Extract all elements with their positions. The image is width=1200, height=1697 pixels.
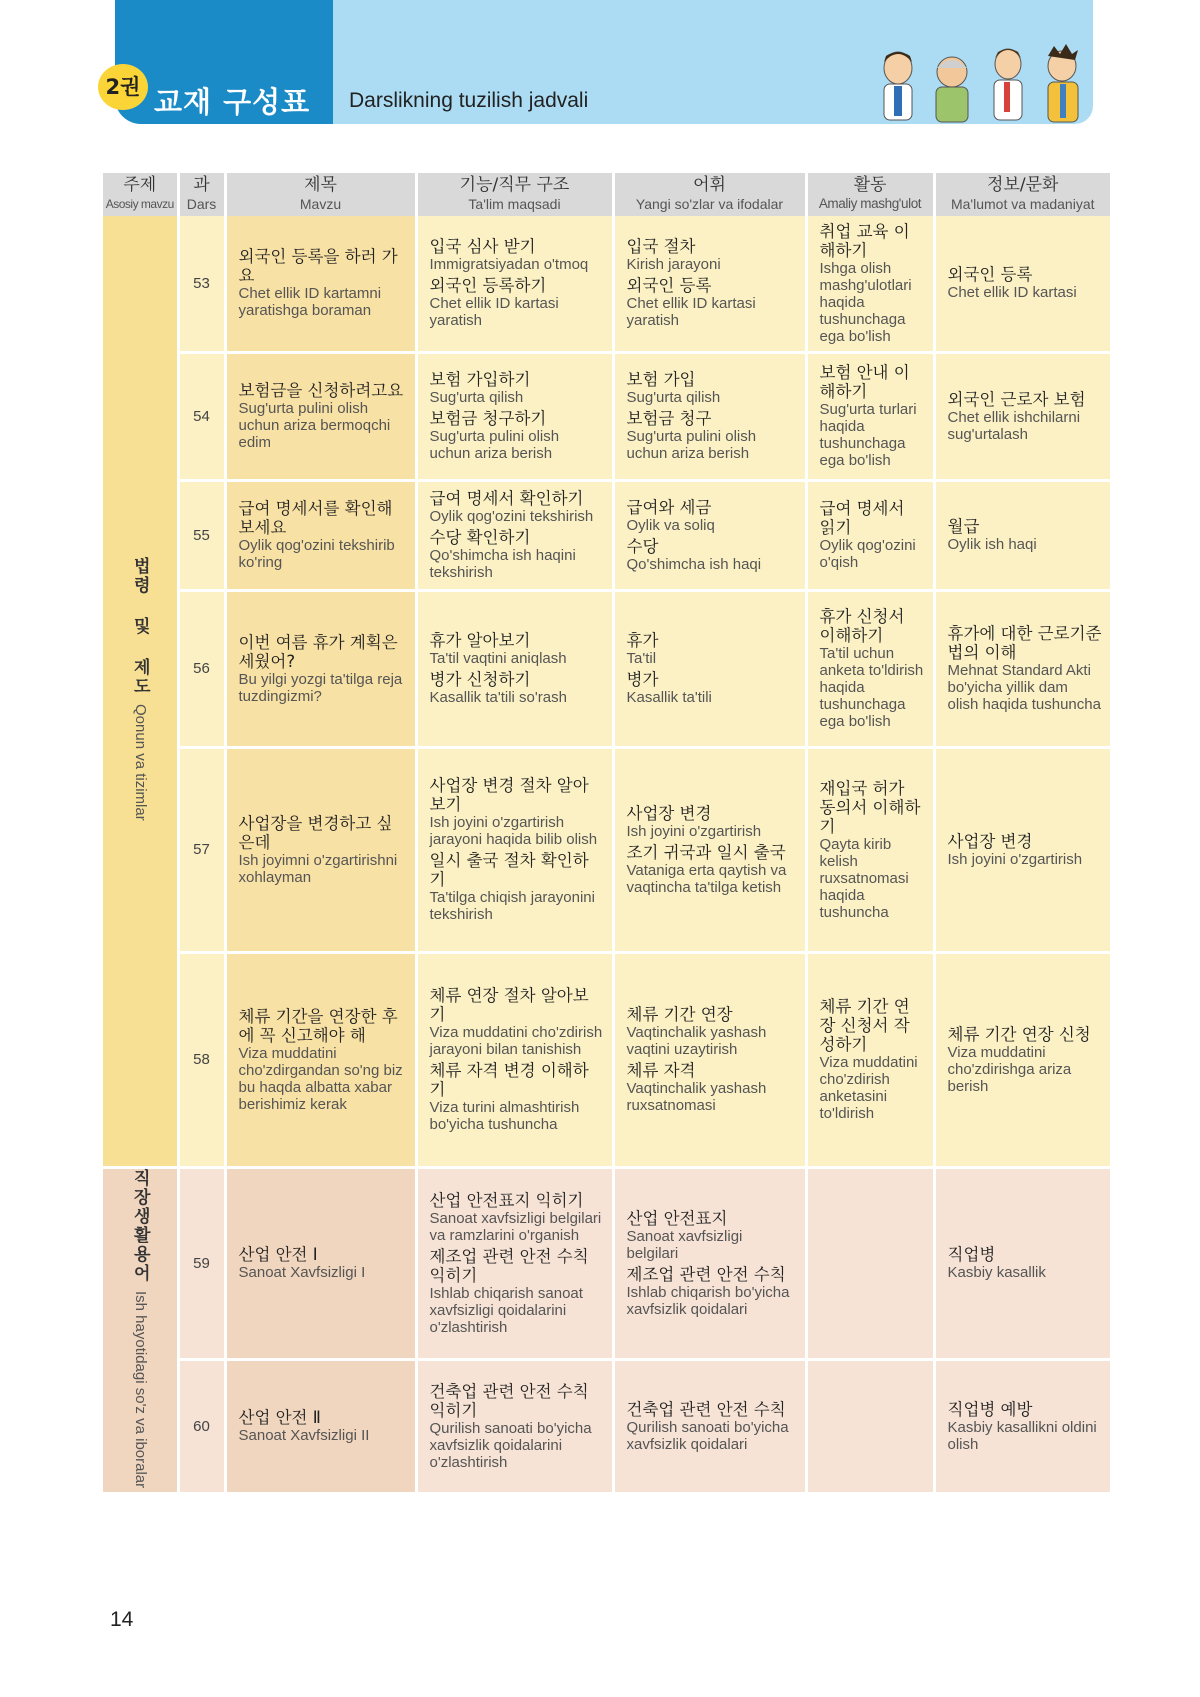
- cell-info: [934, 1167, 1110, 1359]
- info-ko: 외국인 근로자 보험: [947, 389, 1086, 409]
- function-ko: 산업 안전표지 익히기: [429, 1190, 584, 1210]
- cell-info: [934, 216, 1110, 352]
- function-ko: 휴가 알아보기: [429, 631, 531, 650]
- cell-activity: [806, 480, 934, 590]
- vocabulary-uz: Vaqtinchalik yashash vaqtini uzaytirish: [626, 1024, 767, 1058]
- category-label-ko: 법령 및 제도: [129, 556, 150, 696]
- function-uz: Sug'urta qilish: [429, 389, 524, 406]
- cell-vocabulary: [613, 1359, 806, 1493]
- vocabulary-ko: 건축업 관련 안전 수칙: [626, 1399, 786, 1419]
- function-ko: 체류 자격 변경 이해하기: [429, 1061, 589, 1099]
- vocabulary-ko: 수당: [626, 536, 659, 556]
- vocabulary-uz: Kasallik ta'tili: [626, 689, 712, 706]
- character-4: [1048, 44, 1078, 122]
- info-uz: Chet ellik ID kartasi: [947, 284, 1077, 302]
- vocabulary-uz: Sug'urta qilish: [626, 389, 721, 406]
- category-label-uz: Qonun va tizimlar: [131, 703, 149, 821]
- character-1: [884, 52, 912, 120]
- lesson-number: 54: [178, 352, 225, 480]
- title-uz: Sanoat Xavfsizligi I: [238, 1264, 366, 1282]
- cell-activity: [806, 352, 934, 480]
- function-ko: 체류 연장 절차 알아보기: [429, 986, 589, 1024]
- lesson-number: 58: [178, 952, 225, 1167]
- function-uz: Ish joyini o'zgartirish jarayoni haqida bilib olish: [429, 814, 598, 848]
- info-uz: Viza muddatini cho'zdirishga ariza berish: [947, 1043, 1072, 1095]
- vocabulary-uz: Chet ellik ID kartasi yaratish: [626, 295, 756, 330]
- info-uz: Kasbiy kasallikni oldini olish: [947, 1418, 1097, 1453]
- cell-title: [225, 952, 416, 1167]
- function-uz: Sug'urta pulini olish uchun ariza berish: [429, 428, 560, 462]
- title-ko: 체류 기간을 연장한 후에 꼭 신고해야 해: [238, 1006, 398, 1045]
- cell-activity: [806, 1359, 934, 1493]
- info-ko: 사업장 변경: [947, 831, 1033, 851]
- cell-title: [225, 1167, 416, 1359]
- character-2: [936, 57, 968, 122]
- info-ko: 외국인 등록: [947, 265, 1033, 285]
- category-label-ko: 직장생활용어: [129, 1168, 150, 1283]
- vocabulary-uz: Qurilish sanoati bo'yicha xavfsizlik qoidalari: [626, 1418, 789, 1453]
- vocabulary-ko: 보험금 청구: [626, 409, 712, 428]
- function-uz: Viza muddatini cho'zdirish jarayoni bilan tanishish: [429, 1024, 603, 1058]
- function-ko: 제조업 관련 안전 수칙 익히기: [429, 1246, 589, 1285]
- cell-info: [934, 1359, 1110, 1493]
- cell-function: [416, 352, 613, 480]
- page-number: 14: [110, 1608, 134, 1631]
- cell-vocabulary: [613, 952, 806, 1167]
- table-row: [103, 216, 1110, 352]
- title-uz: Oylik qog'ozini tekshirib ko'ring: [238, 537, 395, 571]
- title-ko: 산업 안전 Ⅱ: [238, 1408, 321, 1428]
- cell-activity: [806, 216, 934, 352]
- function-uz: Sanoat xavfsizligi belgilari va ramzlarini o'rganish: [429, 1209, 602, 1244]
- info-ko: 직업병: [947, 1245, 996, 1265]
- title-ko: 산업 안전 Ⅰ: [238, 1245, 318, 1265]
- vocabulary-ko: 보험 가입: [626, 370, 696, 389]
- cell-function: [416, 590, 613, 747]
- function-uz: Kasallik ta'tili so'rash: [429, 689, 567, 706]
- function-uz: Immigratsiyadan o'tmoq: [429, 256, 589, 274]
- table-row: [103, 747, 1110, 952]
- cell-title: [225, 1359, 416, 1493]
- lesson-number: 60: [178, 1359, 225, 1493]
- cell-function: [416, 1359, 613, 1493]
- vocabulary-uz: Sug'urta pulini olish uchun ariza berish: [626, 428, 757, 462]
- vocabulary-ko: 제조업 관련 안전 수칙: [626, 1264, 786, 1284]
- cell-function: [416, 952, 613, 1167]
- cell-info: [934, 352, 1110, 480]
- category-label: [131, 1169, 149, 1488]
- title-uz: Bu yilgi yozgi ta'tilga reja tuzdingizmi?: [238, 670, 403, 705]
- vocabulary-uz: Ta'til: [626, 650, 657, 667]
- vocabulary-ko: 외국인 등록: [626, 276, 712, 296]
- title-ko: 보험금을 신청하려고요: [238, 381, 404, 400]
- cell-vocabulary: [613, 1167, 806, 1359]
- volume-badge: 2권: [98, 64, 148, 110]
- cell-vocabulary: [613, 216, 806, 352]
- header-title: 제목 Mavzu: [225, 173, 416, 216]
- table-row: [103, 1167, 1110, 1359]
- lesson-number: 56: [178, 590, 225, 747]
- info-uz: Kasbiy kasallik: [947, 1264, 1046, 1282]
- title-ko: 이번 여름 휴가 계획은 세웠어?: [238, 632, 398, 671]
- info-ko: 체류 기간 연장 신청: [947, 1024, 1091, 1044]
- cell-activity: [806, 1167, 934, 1359]
- cartoon-characters-illustration: [870, 44, 1100, 126]
- function-uz: Chet ellik ID kartasi yaratish: [429, 295, 559, 330]
- function-uz: Oylik qog'ozini tekshirish: [429, 508, 594, 525]
- cell-title: [225, 590, 416, 747]
- title-uz: Chet ellik ID kartamni yaratishga boraman: [238, 285, 382, 320]
- header-activity: 활동 Amaliy mashg'ulot: [806, 173, 934, 216]
- cell-info: [934, 590, 1110, 747]
- header-function: 기능/직무 구조 Ta'lim maqsadi: [416, 173, 613, 216]
- category-label: [131, 557, 149, 821]
- info-ko: 월급: [947, 517, 980, 536]
- vocabulary-ko: 급여와 세금: [626, 497, 712, 517]
- vocabulary-ko: 병가: [626, 670, 659, 689]
- function-ko: 보험 가입하기: [429, 370, 531, 389]
- activity-ko: 취업 교육 이해하기: [819, 221, 910, 260]
- title-ko: 외국인 등록을 하러 가요: [238, 247, 398, 286]
- function-ko: 일시 출국 절차 확인하기: [429, 851, 589, 889]
- function-uz: Viza turini almashtirish bo'yicha tushuncha: [429, 1099, 580, 1133]
- vocabulary-uz: Vataniga erta qaytish va vaqtincha ta'tilga ketish: [626, 861, 787, 896]
- function-ko: 급여 명세서 확인하기: [429, 489, 584, 508]
- function-uz: Ta'tilga chiqish jarayonini tekshirish: [429, 889, 595, 923]
- header-info: 정보/문화 Ma'lumot va madaniyat: [934, 173, 1110, 216]
- activity-uz: Sug'urta turlari haqida tushunchaga ega bo'lish: [819, 401, 917, 469]
- function-ko: 사업장 변경 절차 알아보기: [429, 776, 589, 814]
- vocabulary-uz: Ishlab chiqarish bo'yicha xavfsizlik qoidalari: [626, 1283, 790, 1318]
- cell-activity: [806, 747, 934, 952]
- vocabulary-uz: Ish joyini o'zgartirish: [626, 822, 762, 840]
- function-uz: Ishlab chiqarish sanoat xavfsizligi qoidalarini o'zlashtirish: [429, 1284, 583, 1336]
- lesson-number: 57: [178, 747, 225, 952]
- cell-vocabulary: [613, 747, 806, 952]
- header-topic: 주제 Asosiy mavzu: [103, 173, 178, 216]
- vocabulary-ko: 체류 자격: [626, 1061, 696, 1080]
- vocabulary-uz: Vaqtinchalik yashash ruxsatnomasi: [626, 1080, 767, 1114]
- function-ko: 병가 신청하기: [429, 670, 531, 689]
- activity-ko: 재입국 허가 동의서 이해하기: [819, 778, 921, 836]
- function-ko: 건축업 관련 안전 수칙 익히기: [429, 1381, 589, 1420]
- activity-ko: 체류 기간 연장 신청서 작성하기: [819, 997, 910, 1054]
- vocabulary-ko: 체류 기간 연장: [626, 1005, 733, 1024]
- cell-function: [416, 1167, 613, 1359]
- vocabulary-ko: 휴가: [626, 631, 659, 650]
- cell-title: [225, 352, 416, 480]
- info-ko: 직업병 예방: [947, 1399, 1033, 1419]
- activity-uz: Ta'til uchun anketa to'ldirish haqida tushunchaga ega bo'lish: [819, 645, 924, 730]
- page-subtitle: Darslikning tuzilish jadvali: [349, 89, 589, 112]
- cell-activity: [806, 952, 934, 1167]
- character-3: [994, 49, 1022, 120]
- function-ko: 보험금 청구하기: [429, 409, 547, 428]
- cell-info: [934, 952, 1110, 1167]
- info-uz: Mehnat Standard Akti bo'yicha yillik dam olish haqida tushuncha: [947, 662, 1101, 713]
- table-header-row: [103, 173, 1110, 216]
- cell-info: [934, 747, 1110, 952]
- activity-ko: 휴가 신청서 이해하기: [819, 607, 905, 645]
- vocabulary-ko: 조기 귀국과 일시 출국: [626, 842, 786, 862]
- cell-info: [934, 480, 1110, 590]
- cell-title: [225, 216, 416, 352]
- vocabulary-uz: Oylik va soliq: [626, 516, 715, 534]
- activity-uz: Qayta kirib kelish ruxsatnomasi haqida tushuncha: [819, 835, 909, 921]
- vocabulary-ko: 산업 안전표지: [626, 1208, 728, 1228]
- info-uz: Oylik ish haqi: [947, 536, 1037, 553]
- cell-vocabulary: [613, 352, 806, 480]
- vocabulary-ko: 입국 절차: [626, 237, 696, 257]
- table-row: [103, 952, 1110, 1167]
- cell-vocabulary: [613, 480, 806, 590]
- title-ko: 급여 명세서를 확인해 보세요: [238, 499, 393, 537]
- page-title: 교재 구성표: [154, 85, 311, 119]
- lesson-number: 55: [178, 480, 225, 590]
- info-uz: Chet ellik ishchilarni sug'urtalash: [947, 408, 1081, 443]
- title-uz: Ish joyimni o'zgartirishni xohlayman: [238, 851, 398, 886]
- cell-vocabulary: [613, 590, 806, 747]
- function-uz: Qurilish sanoati bo'yicha xavfsizlik qoidalarini o'zlashtirish: [429, 1419, 592, 1471]
- cell-function: [416, 216, 613, 352]
- category-cell: [103, 1167, 178, 1493]
- title-ko: 사업장을 변경하고 싶은데: [238, 813, 393, 852]
- activity-ko: 보험 안내 이해하기: [819, 363, 910, 401]
- function-ko: 외국인 등록하기: [429, 276, 547, 296]
- cell-function: [416, 747, 613, 952]
- curriculum-table: [103, 173, 1110, 1495]
- header-vocabulary: 어휘 Yangi so'zlar va ifodalar: [613, 173, 806, 216]
- function-ko: 수당 확인하기: [429, 528, 531, 547]
- title-uz: Viza muddatini cho'zdirgandan so'ng biz bu haqda albatta xabar berishimiz kerak: [238, 1044, 403, 1113]
- vocabulary-uz: Sanoat xavfsizligi belgilari: [626, 1227, 743, 1262]
- function-uz: Ta'til vaqtini aniqlash: [429, 650, 567, 667]
- vocabulary-uz: Kirish jarayoni: [626, 256, 721, 274]
- cell-function: [416, 480, 613, 590]
- category-label-uz: Ish hayotidagi so'z va iboralar: [131, 1290, 149, 1488]
- activity-ko: 급여 명세서 읽기: [819, 499, 905, 537]
- category-cell: [103, 216, 178, 1167]
- title-uz: Sug'urta pulini olish uchun ariza bermoqchi edim: [238, 400, 391, 451]
- vocabulary-uz: Qo'shimcha ish haqi: [626, 555, 762, 573]
- lesson-number: 53: [178, 216, 225, 352]
- table-row: [103, 352, 1110, 480]
- cell-activity: [806, 590, 934, 747]
- info-ko: 휴가에 대한 근로기준법의 이해: [947, 624, 1102, 662]
- header-lesson: 과 Dars: [178, 173, 225, 216]
- table-row: [103, 590, 1110, 747]
- function-uz: Qo'shimcha ish haqini tekshirish: [429, 547, 576, 581]
- cell-title: [225, 480, 416, 590]
- table-row: [103, 480, 1110, 590]
- vocabulary-ko: 사업장 변경: [626, 803, 712, 823]
- table-row: [103, 1359, 1110, 1493]
- activity-uz: Ishga olish mashg'ulotlari haqida tushunchaga ega bo'lish: [819, 259, 912, 345]
- activity-uz: Oylik qog'ozini o'qish: [819, 537, 916, 571]
- activity-uz: Viza muddatini cho'zdirish anketasini to'ldirish: [819, 1054, 918, 1122]
- function-ko: 입국 심사 받기: [429, 237, 536, 257]
- title-uz: Sanoat Xavfsizligi II: [238, 1427, 370, 1445]
- cell-title: [225, 747, 416, 952]
- lesson-number: 59: [178, 1167, 225, 1359]
- info-uz: Ish joyini o'zgartirish: [947, 850, 1083, 868]
